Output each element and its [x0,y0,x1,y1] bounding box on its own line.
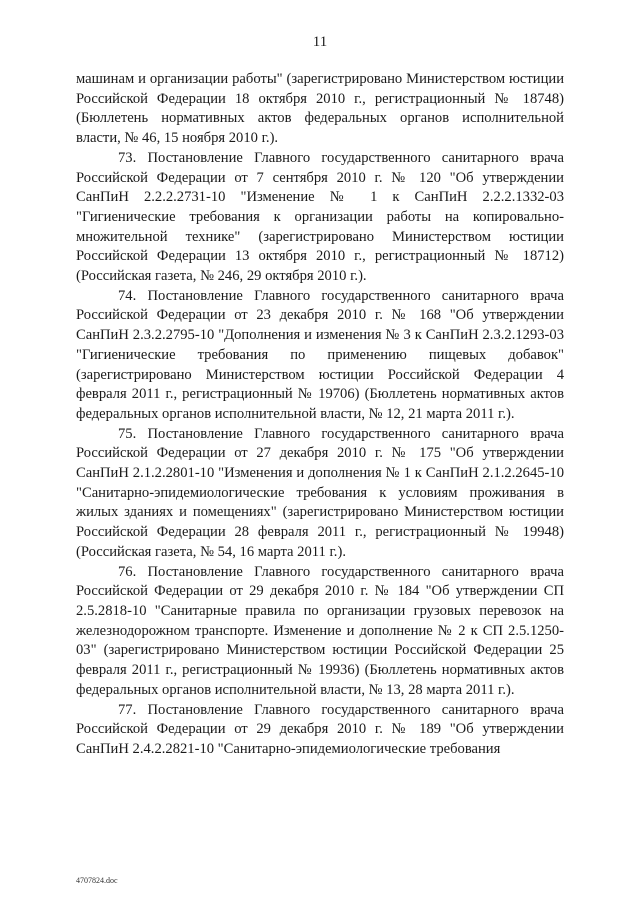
paragraph-continuation: машинам и организации работы" (зарегистрировано Министерством юстиции Российской Федерации 18 октября 2010 г., регистрационный № 18748) (Бюллетень нормативных актов федеральных органов исполнительной власти, № 46, 15 ноября 2010 г.). [76,71,564,147]
paragraph-item-75: 75. Постановление Главного государственного санитарного врача Российской Федерации от 27 декабря 2010 г. № 175 "Об утверждении СанПиН 2.1.2.2801-10 "Изменения и дополнения № 1 к СанПиН 2.1.2.2645-10 "Санитарно-эпидемиологические требования к условиям проживания в жилых зданиях и помещениях" (зарегистрировано Министерством юстиции Российской Федерации 28 февраля 2011 г., регистрационный № 19948) (Российская газета, № 54, 16 марта 2011 г.). [76,425,564,560]
paragraph-item-77: 77. Постановление Главного государственного санитарного врача Российской Федерации от 29 декабря 2010 г. № 189 "Об утверждении СанПиН 2.4.2.2821-10 "Санитарно-эпидемиологические требования [76,701,564,757]
document-file-code: 4707824.doc [76,876,118,885]
page-number: 11 [312,34,328,50]
paragraph-item-74: 74. Постановление Главного государственного санитарного врача Российской Федерации от 23 декабря 2010 г. № 168 "Об утверждении СанПиН 2.3.2.2795-10 "Дополнения и изменения № 3 к СанПиН 2.3.2.1293-03 "Гигиенические требования по применению пищевых добавок" (зарегистрировано Министерством юстиции Российской Федерации 4 февраля 2011 г., регистрационный № 19706) (Бюллетень нормативных актов федеральных органов исполнительной власти, № 12, 21 марта 2011 г.). [76,287,564,422]
document-body [76,70,564,760]
paragraph-item-73: 73. Постановление Главного государственного санитарного врача Российской Федерации от 7 сентября 2010 г. № 120 "Об утверждении СанПиН 2.2.2.2731-10 "Изменение № 1 к СанПиН 2.2.2.1332-03 "Гигиенические требования к организации работы на копировально-множительной технике" (зарегистрировано Министерством юстиции Российской Федерации 13 октября 2010 г., регистрационный № 18712) (Российская газета, № 246, 29 октября 2010 г.). [76,149,564,285]
paragraph-item-76: 76. Постановление Главного государственного санитарного врача Российской Федерации от 29 декабря 2010 г. № 184 "Об утверждении СП 2.5.2818-10 "Санитарные правила по организации грузовых перевозок на железнодорожном транспорте. Изменение и дополнение № 2 к СП 2.5.1250-03" (зарегистрировано Министерством юстиции Российской Федерации 25 февраля 2011 г., регистрационный № 19936) (Бюллетень нормативных актов федеральных органов исполнительной власти, № 13, 28 марта 2011 г.). [76,563,564,698]
